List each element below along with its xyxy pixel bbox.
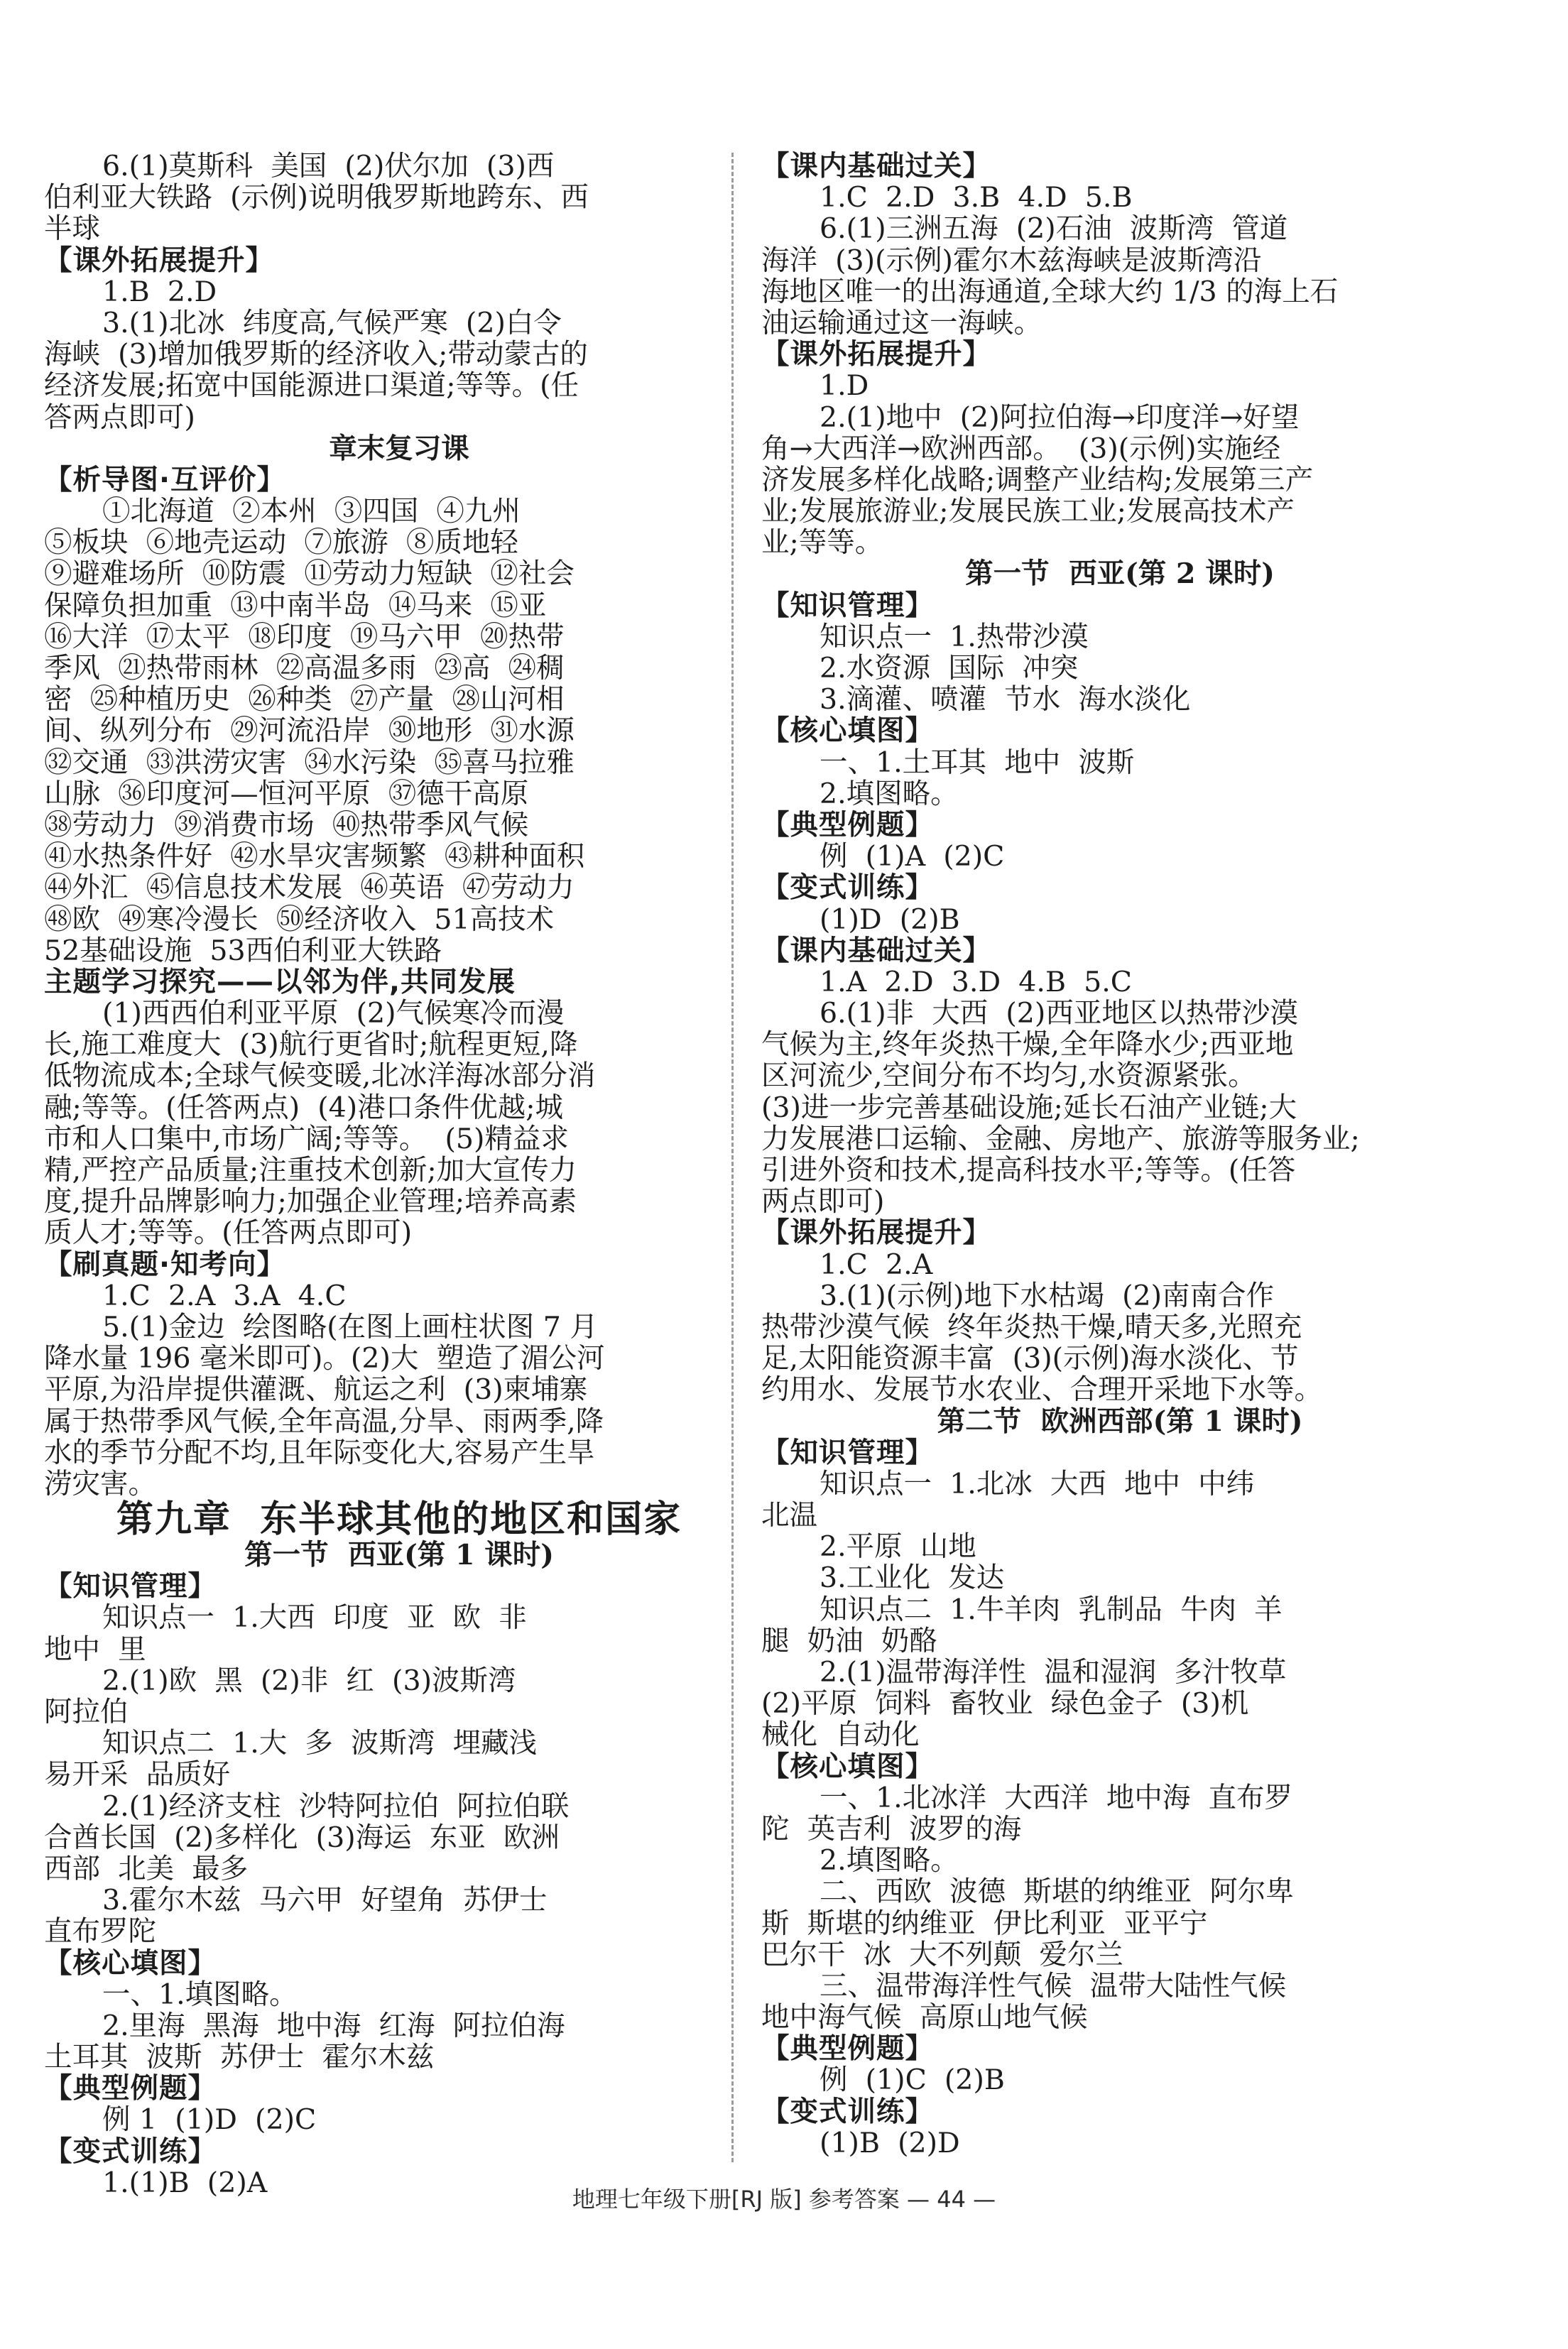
text-line: 伯利亚大铁路 (示例)说明俄罗斯地跨东、西 — [44, 181, 589, 214]
text-line: (1)B (2)D — [820, 2126, 960, 2159]
text-line: 3.(1)北冰 纬度高,气候严寒 (2)白令 — [102, 306, 562, 339]
section-heading: 【核心填图】 — [44, 1946, 217, 1980]
text-line: 足,太阳能资源丰富 (3)(示例)海水淡化、节 — [761, 1342, 1299, 1375]
text-line: (2)平原 饲料 畜牧业 绿色金子 (3)机 — [761, 1687, 1249, 1721]
text-line: 区河流少,空间分布不均匀,水资源紧张。 — [761, 1059, 1256, 1093]
section-heading: 【典型例题】 — [761, 2032, 934, 2066]
text-line: 半球 — [44, 212, 100, 246]
text-line: 斯 斯堪的纳维亚 伊比利亚 亚平宁 — [761, 1907, 1208, 1940]
text-line: 例 1 (1)D (2)C — [102, 2103, 317, 2137]
text-line: 海地区唯一的出海通道,全球大约 1/3 的海上石 — [761, 275, 1339, 308]
section-heading: 【知识管理】 — [761, 1436, 934, 1469]
text-line: 降水量 196 毫米即可)。(2)大 塑造了湄公河 — [44, 1342, 605, 1375]
text-line: 西部 北美 最多 — [44, 1852, 249, 1885]
section-heading: 【变式训练】 — [761, 871, 934, 905]
section-heading: 【析导图·互评价】 — [44, 463, 286, 496]
section-heading: 【变式训练】 — [44, 2135, 217, 2168]
section-title: 第一节 西亚(第 1 课时) — [244, 1539, 554, 1572]
column-divider — [731, 153, 734, 2162]
section-title: 章末复习课 — [329, 432, 469, 465]
section-heading: 【典型例题】 — [761, 808, 934, 841]
section-heading: 【课内基础过关】 — [761, 934, 991, 967]
text-line: 一、1.填图略。 — [102, 1978, 298, 2011]
text-line: ㊽欧 ㊾寒冷漫长 ㊿经济收入 51高技术 — [44, 903, 555, 936]
chapter-title: 第九章 东半球其他的地区和国家 — [116, 1498, 682, 1542]
text-line: 2.填图略。 — [820, 1844, 959, 1877]
text-line: 3.滴灌、喷灌 节水 海水淡化 — [820, 683, 1191, 716]
text-line: 知识点一 1.大西 印度 亚 欧 非 — [102, 1601, 527, 1635]
text-line: 2.填图略。 — [820, 777, 959, 810]
text-line: 保障负担加重 ⑬中南半岛 ⑭马来 ⑮亚 — [44, 589, 547, 622]
text-line: 约用水、发展节水农业、合理开采地下水等。 — [761, 1373, 1322, 1407]
text-line: 例 (1)C (2)B — [820, 2064, 1005, 2097]
text-line: 济发展多样化战略;调整产业结构;发展第三产 — [761, 463, 1314, 496]
text-line: 知识点一 1.热带沙漠 — [820, 620, 1089, 653]
text-line: 山脉 ㊱印度河—恒河平原 ㊲德干高原 — [44, 777, 529, 810]
text-line: ㊹外汇 ㊺信息技术发展 ㊻英语 ㊼劳动力 — [44, 871, 575, 905]
text-line: 度,提升品牌影响力;加强企业管理;培养高素 — [44, 1185, 577, 1219]
text-line: 6.(1)非 大西 (2)西亚地区以热带沙漠 — [820, 997, 1298, 1030]
text-line: (1)西西伯利亚平原 (2)气候寒冷而漫 — [102, 997, 565, 1030]
section-heading: 【刷真题·知考向】 — [44, 1248, 286, 1281]
section-heading: 【典型例题】 — [44, 2072, 217, 2105]
text-line: 平原,为沿岸提供灌溉、航运之利 (3)柬埔寨 — [44, 1373, 588, 1407]
text-line: 海洋 (3)(示例)霍尔木兹海峡是波斯湾沿 — [761, 244, 1262, 277]
section-heading: 【课外拓展提升】 — [44, 244, 274, 277]
page-footer: 地理七年级下册[RJ 版] 参考答案 — 44 — — [572, 2186, 996, 2213]
text-line: 2.平原 山地 — [820, 1530, 976, 1564]
text-line: 角→大西洋→欧洲西部。 (3)(示例)实施经 — [761, 432, 1281, 465]
text-line: 油运输通过这一海峡。 — [761, 306, 1042, 339]
text-line: ⑤板块 ⑥地壳运动 ⑦旅游 ⑧质地轻 — [44, 526, 518, 560]
text-line: 3.(1)(示例)地下水枯竭 (2)南南合作 — [820, 1279, 1275, 1312]
section-heading: 【课内基础过关】 — [761, 150, 991, 182]
text-line: 海峡 (3)增加俄罗斯的经济收入;带动蒙古的 — [44, 338, 588, 371]
text-line: ㊶水热条件好 ㊷水旱灾害频繁 ㊸耕种面积 — [44, 840, 585, 873]
text-line: 涝灾害。 — [44, 1467, 156, 1500]
text-line: 1.B 2.D — [102, 275, 217, 308]
left-column — [44, 151, 754, 2198]
section-title: 第二节 欧洲西部(第 1 课时) — [937, 1405, 1303, 1438]
text-line: (1)D (2)B — [820, 903, 960, 936]
text-line: 经济发展;拓宽中国能源进口渠道;等等。(任 — [44, 369, 579, 403]
text-line: 业;发展旅游业;发展民族工业;发展高技术产 — [761, 495, 1295, 528]
text-line: 间、纵列分布 ㉙河流沿岸 ㉚地形 ㉛水源 — [44, 714, 575, 748]
text-line: 两点即可) — [761, 1185, 885, 1219]
text-line: ①北海道 ②本州 ③四国 ④九州 — [102, 495, 521, 528]
text-line: 地中 里 — [44, 1633, 146, 1666]
text-line: 2.(1)地中 (2)阿拉伯海→印度洋→好望 — [820, 400, 1300, 434]
text-line: 气候为主,终年炎热干燥,全年降水少;西亚地 — [761, 1028, 1294, 1062]
text-line: 阿拉伯 — [44, 1696, 129, 1728]
text-line: 合酋长国 (2)多样化 (3)海运 东亚 欧洲 — [44, 1821, 560, 1854]
text-line: 力发展港口运输、金融、房地产、旅游等服务业; — [761, 1122, 1360, 1155]
text-line: 低物流成本;全球气候变暖,北冰洋海冰部分消 — [44, 1059, 596, 1093]
section-heading: 【核心填图】 — [761, 714, 934, 748]
section-heading: 【变式训练】 — [761, 2095, 934, 2128]
text-line: 属于热带季风气候,全年高温,分旱、雨两季,降 — [44, 1405, 604, 1438]
text-line: 答两点即可) — [44, 400, 195, 434]
text-line: 3.霍尔木兹 马六甲 好望角 苏伊士 — [102, 1884, 548, 1917]
text-line: 引进外资和技术,提高科技水平;等等。(任答 — [761, 1154, 1296, 1187]
section-heading: 【课外拓展提升】 — [761, 338, 991, 371]
text-line: 2.水资源 国际 冲突 — [820, 652, 1079, 685]
text-line: ㊳劳动力 ㊴消费市场 ㊵热带季风气候 — [44, 808, 529, 841]
text-line: 5.(1)金边 绘图略(在图上画柱状图 7 月 — [102, 1310, 598, 1344]
text-line: 6.(1)三洲五海 (2)石油 波斯湾 管道 — [820, 212, 1288, 246]
text-line: 易开采 品质好 — [44, 1758, 231, 1792]
section-heading: 【知识管理】 — [761, 589, 934, 622]
text-line: 知识点一 1.北冰 大西 地中 中纬 — [820, 1467, 1255, 1500]
text-line: 1.C 2.A — [820, 1248, 933, 1281]
text-line: 52基础设施 53西伯利亚大铁路 — [44, 934, 442, 967]
text-line: 二、西欧 波德 斯堪的纳维亚 阿尔卑 — [820, 1875, 1294, 1909]
text-line: 1.A 2.D 3.D 4.B 5.C — [820, 965, 1132, 998]
section-heading: 【课外拓展提升】 — [761, 1216, 991, 1250]
text-line: 直布罗陀 — [44, 1915, 156, 1949]
text-line: 一、1.北冰洋 大西洋 地中海 直布罗 — [820, 1781, 1293, 1814]
text-line: 械化 自动化 — [761, 1718, 920, 1752]
text-line: 2.(1)温带海洋性 温和湿润 多汁牧草 — [820, 1656, 1287, 1689]
text-line: 1.(1)B (2)A — [102, 2166, 268, 2199]
text-line: ⑯大洋 ⑰太平 ⑱印度 ⑲马六甲 ⑳热带 — [44, 620, 565, 653]
text-line: 例 (1)A (2)C — [820, 840, 1005, 873]
text-line: ⑨避难场所 ⑩防震 ⑪劳动力短缺 ⑫社会 — [44, 557, 575, 591]
text-line: ㉜交通 ㉝洪涝灾害 ㉞水污染 ㉟喜马拉雅 — [44, 746, 575, 779]
section-heading: 【知识管理】 — [44, 1570, 217, 1603]
right-column — [761, 151, 1479, 2159]
text-line: 1.C 2.A 3.A 4.C — [102, 1279, 347, 1312]
text-line: 热带沙漠气候 终年炎热干燥,晴天多,光照充 — [761, 1310, 1302, 1344]
text-line: 质人才;等等。(任答两点即可) — [44, 1216, 413, 1250]
text-line: 腿 奶油 奶酪 — [761, 1624, 937, 1657]
text-line: 知识点二 1.牛羊肉 乳制品 牛肉 羊 — [820, 1593, 1283, 1626]
text-line: 知识点二 1.大 多 波斯湾 埋藏浅 — [102, 1727, 538, 1760]
section-heading: 主题学习探究——以邻为伴,共同发展 — [44, 965, 516, 998]
text-line: 长,施工难度大 (3)航行更省时;航程更短,降 — [44, 1028, 578, 1062]
text-line: 3.工业化 发达 — [820, 1562, 1005, 1595]
text-line: 土耳其 波斯 苏伊士 霍尔木兹 — [44, 2041, 435, 2074]
text-line: 业;等等。 — [761, 526, 883, 560]
section-title: 第一节 西亚(第 2 课时) — [965, 557, 1275, 591]
text-line: 2.(1)经济支柱 沙特阿拉伯 阿拉伯联 — [102, 1789, 570, 1823]
text-line: (3)进一步完善基础设施;延长石油产业链;大 — [761, 1091, 1297, 1124]
text-line: 2.(1)欧 黑 (2)非 红 (3)波斯湾 — [102, 1664, 516, 1697]
section-heading: 【核心填图】 — [761, 1750, 934, 1783]
text-line: 北温 — [761, 1499, 817, 1532]
text-line: 融;等等。(任答两点) (4)港口条件优越;城 — [44, 1091, 564, 1124]
text-line: 密 ㉕种植历史 ㉖种类 ㉗产量 ㉘山河相 — [44, 683, 565, 716]
text-line: 水的季节分配不均,且年际变化大,容易产生旱 — [44, 1436, 595, 1469]
text-line: 精,严控产品质量;注重技术创新;加大宣传力 — [44, 1154, 577, 1187]
text-line: 市和人口集中,市场广阔;等等。 (5)精益求 — [44, 1122, 569, 1155]
text-line: 巴尔干 冰 大不列颠 爱尔兰 — [761, 1938, 1123, 1971]
text-line: 6.(1)莫斯科 美国 (2)伏尔加 (3)西 — [102, 150, 555, 182]
text-line: 一、1.土耳其 地中 波斯 — [820, 746, 1135, 779]
text-line: 2.里海 黑海 地中海 红海 阿拉伯海 — [102, 2009, 565, 2042]
text-line: 陀 英吉利 波罗的海 — [761, 1812, 1022, 1846]
text-line: 季风 ㉑热带雨林 ㉒高温多雨 ㉓高 ㉔稠 — [44, 652, 565, 685]
text-line: 地中海气候 高原山地气候 — [761, 2001, 1088, 2034]
text-line: 1.D — [820, 369, 869, 403]
text-line: 三、温带海洋性气候 温带大陆性气候 — [820, 1969, 1287, 2002]
text-line: 1.C 2.D 3.B 4.D 5.B — [820, 181, 1133, 214]
